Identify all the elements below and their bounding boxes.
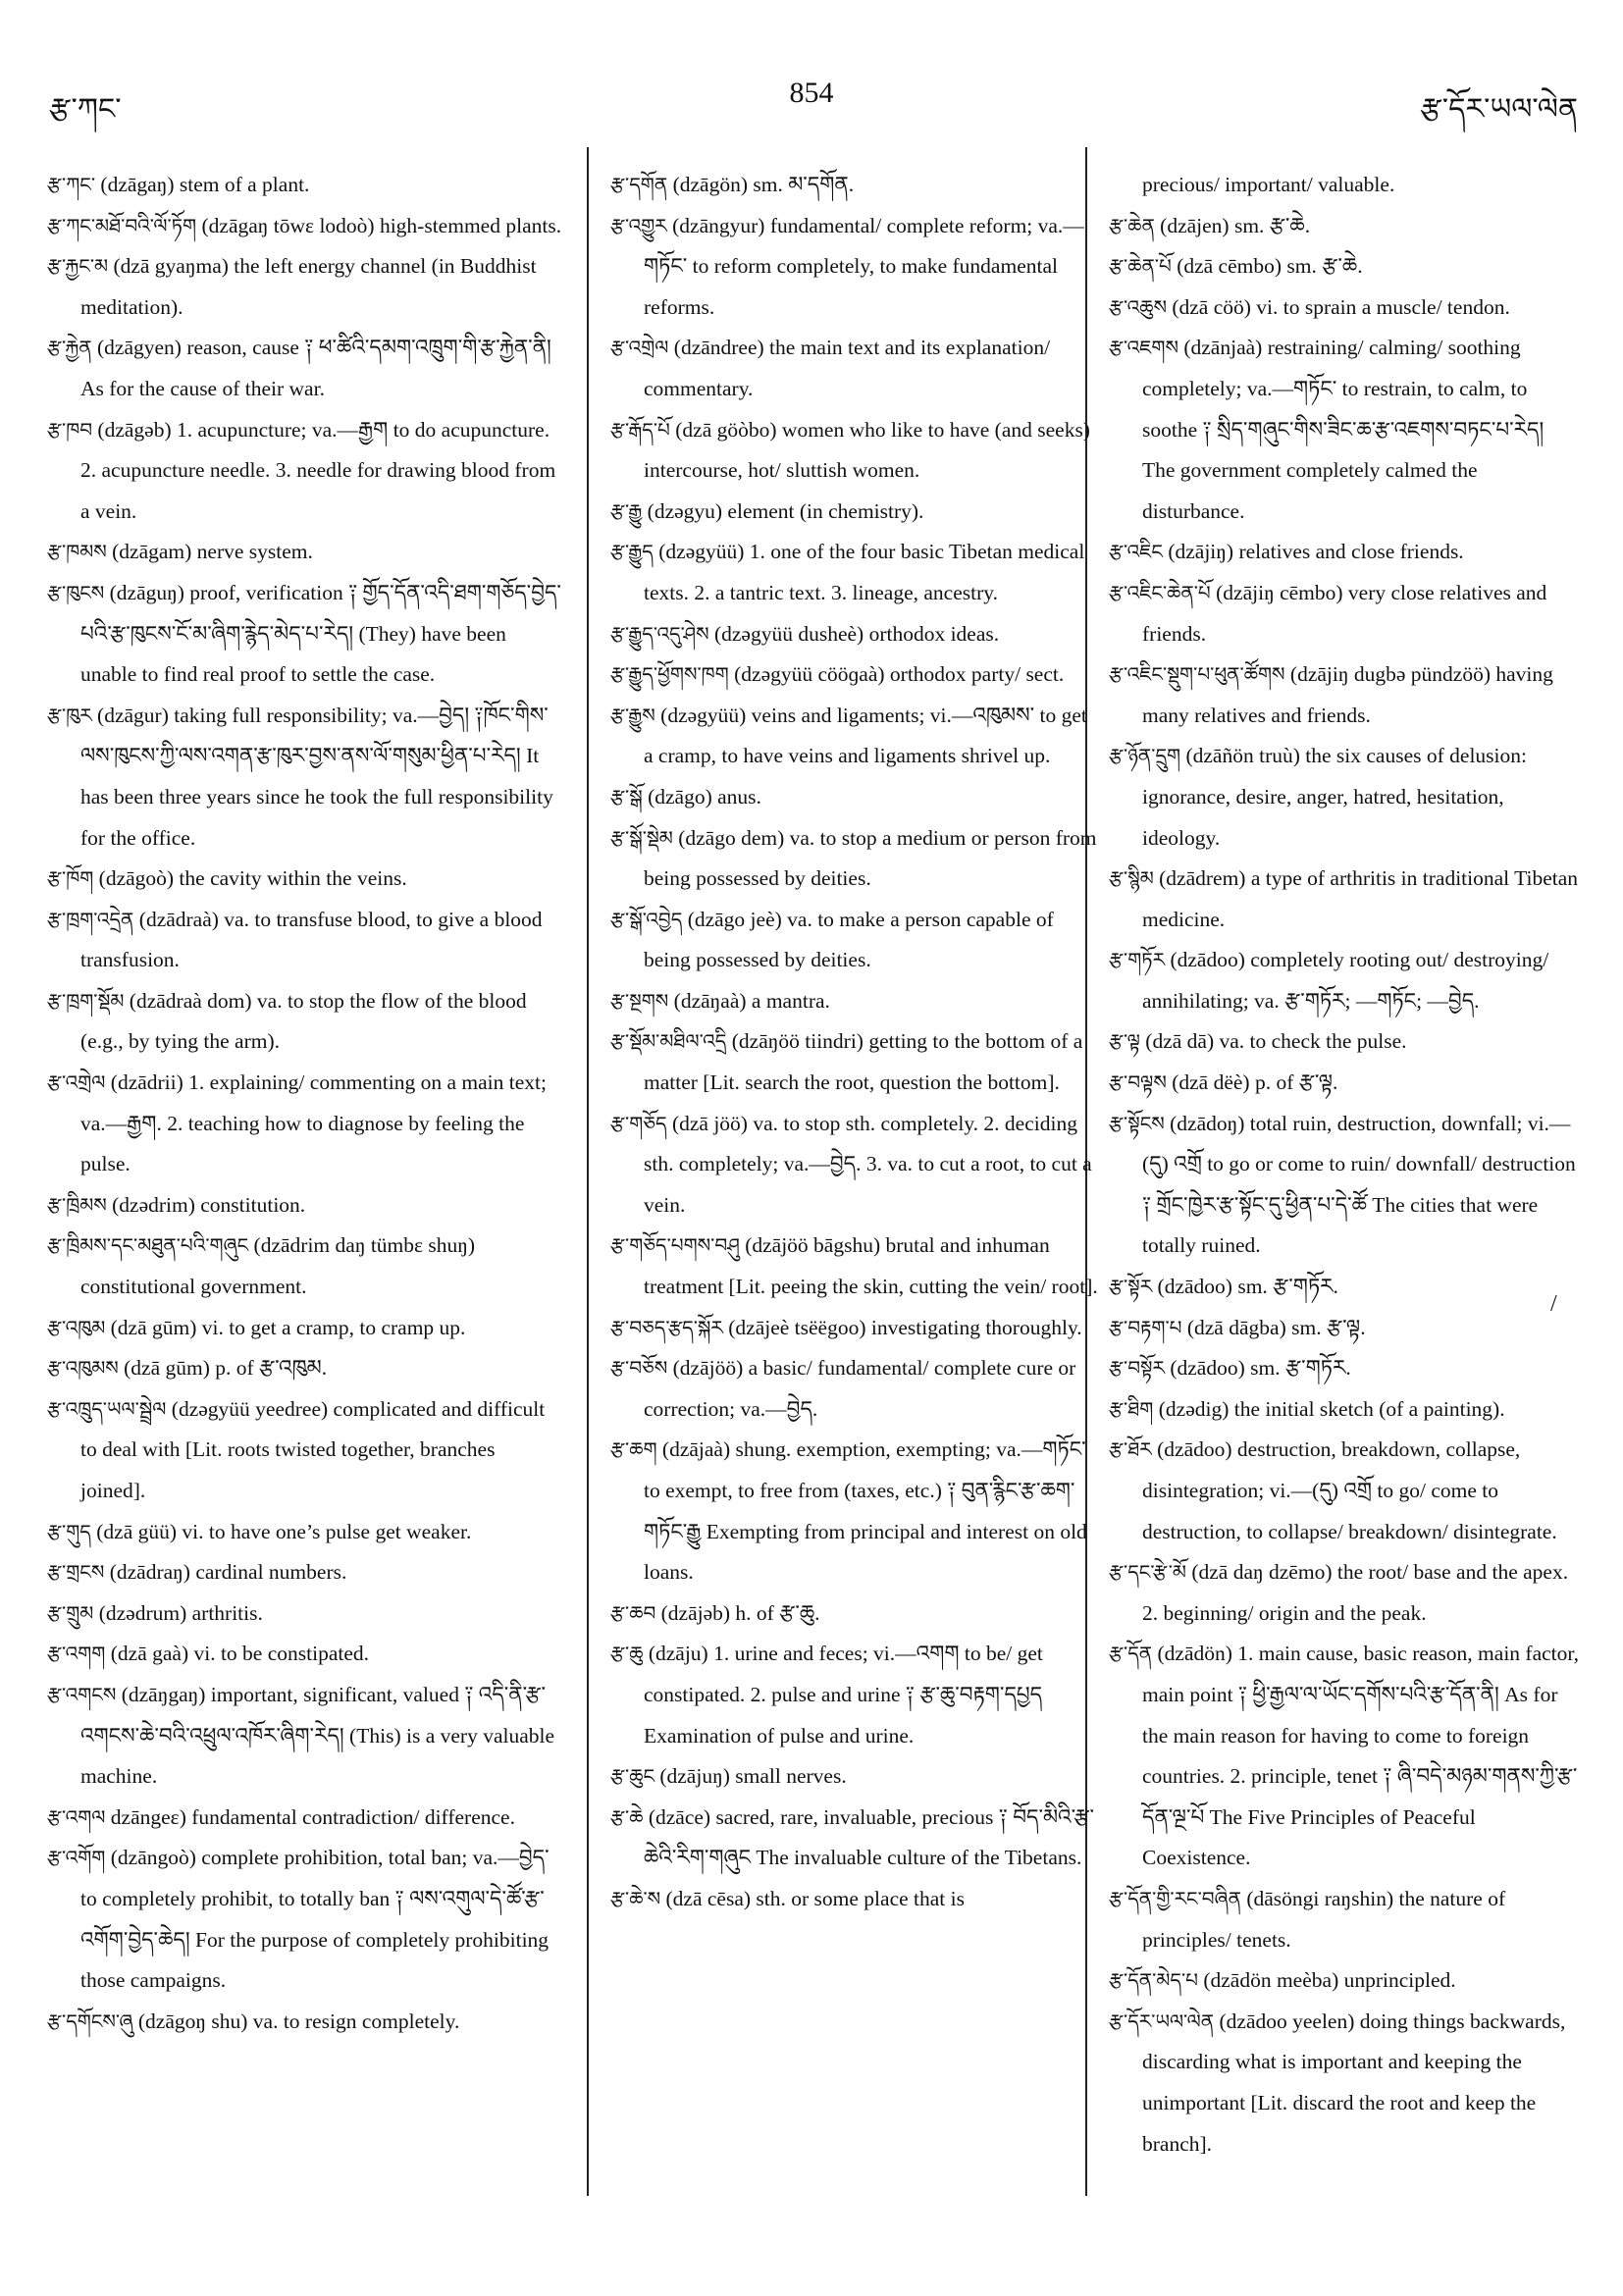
entry-headword: རྩ་འཇིང་ཆེན་པོ	[1109, 580, 1211, 604]
dictionary-column-2	[610, 165, 1101, 1920]
entry-headword: རྩ་ཁུར	[47, 703, 92, 727]
entry-definition: (dzādoo) completely rooting out/ destroying/ annihilating; va. རྩ་གཏོར; —གཏོང; —བྱེད.	[1142, 948, 1549, 1013]
dictionary-entry	[610, 1348, 1101, 1430]
dictionary-entry	[47, 1512, 563, 1553]
entry-definition: (dzādoo) sm. རྩ་གཏོར.	[1152, 1275, 1338, 1299]
dictionary-entry	[47, 1389, 563, 1512]
dictionary-entry	[610, 614, 1101, 655]
entry-headword: རྩ་བརྟག་པ	[1109, 1315, 1182, 1339]
dictionary-entry	[47, 1063, 563, 1185]
entry-definition: (dzādoo) destruction, breakdown, collapse, disintegration; vi.—(དུ) འགྲོ to go/ come to destruction, to collapse/ breakdown/ disintegrate.	[1142, 1437, 1557, 1543]
entry-definition: (dzādrim daŋ tümbɛ shuŋ) constitutional government.	[80, 1233, 476, 1299]
dictionary-entry	[1109, 1634, 1582, 1879]
entry-definition: (dzāñön truù) the six causes of delusion: ignorance, desire, anger, hatred, hesitation, ideology.	[1142, 744, 1527, 850]
dictionary-entry	[47, 165, 563, 206]
dictionary-entry	[47, 532, 563, 573]
entry-headword: རྩ་སྡོམ་མཐིལ་འདྲི	[610, 1029, 727, 1054]
dictionary-entry	[1109, 1063, 1582, 1104]
dictionary-entry	[47, 1798, 563, 1839]
dictionary-entry	[47, 1348, 563, 1389]
entry-definition: (dzāŋgaŋ) important, significant, valued ༑ འདི་ནི་རྩ་འགངས་ཆེ་བའི་འཕྲུལ་འཁོར་ཞིག་རེད། (This) is a very valuable machine.	[80, 1682, 555, 1789]
entry-definition: (dāsöngi raŋshin) the nature of principles/ tenets.	[1142, 1886, 1506, 1952]
dictionary-entry	[610, 328, 1101, 409]
dictionary-entry	[610, 1430, 1101, 1592]
entry-headword: རྩ་ཀང་མཐོ་བའི་ལོ་ཏོག	[47, 213, 197, 237]
dictionary-entry	[47, 1838, 563, 2001]
entry-headword: རྩ་ཁྲག་འདྲེན	[47, 907, 134, 931]
entry-definition: (dzā gaà) vi. to be constipated.	[105, 1642, 370, 1666]
entry-headword: རྩ་འཁུམ	[47, 1315, 106, 1339]
dictionary-entry	[610, 1593, 1101, 1635]
entry-headword: རྩ་འགྲེལ	[47, 1070, 106, 1095]
entry-headword: རྩ་དོན	[1109, 1642, 1153, 1666]
page-header	[0, 0, 1623, 137]
dictionary-entry	[1109, 1430, 1582, 1552]
dictionary-entry	[610, 1634, 1101, 1756]
entry-definition: (dzāngyur) fundamental/ complete reform; va.—གཏོང་ to reform completely, to make fundamental reforms.	[644, 213, 1084, 319]
entry-definition: (dzādrii) 1. explaining/ commenting on a main text; va.—རྒྱག. 2. teaching how to diagnose by feeling the pulse.	[80, 1070, 547, 1176]
dictionary-entry	[610, 654, 1101, 696]
entry-headword: རྩ་དོན་གྱི་རང་བཞིན	[1109, 1886, 1241, 1910]
dictionary-entry	[1109, 1021, 1582, 1063]
entry-definition: (dzāgəb) 1. acupuncture; va.—རྒྱག to do acupuncture. 2. acupuncture needle. 3. needle for drawing blood from a vein.	[80, 417, 556, 523]
entry-definition: precious/ important/ valuable.	[1142, 173, 1395, 196]
dictionary-entry	[1109, 1308, 1582, 1349]
entry-headword: རྩ་འགྲེལ	[610, 336, 669, 360]
entry-definition: (dzāŋöö tiindri) getting to the bottom of a matter [Lit. search the root, question the bottom].	[644, 1029, 1083, 1095]
entry-definition: (dzāndree) the main text and its explanation/ commentary.	[644, 336, 1051, 400]
entry-headword: རྩ་གཅོད་པགས་བཤུ	[610, 1233, 740, 1258]
entry-headword: རྩ་སྒོ་སྡེམ	[610, 825, 673, 850]
entry-headword: རྩ་ཆེ་ས	[610, 1886, 661, 1910]
entry-headword: རྩ་ཁམས	[47, 540, 107, 564]
dictionary-entry	[1109, 246, 1582, 287]
entry-headword: རྩ་ཁུངས	[47, 580, 105, 604]
dictionary-entry	[1109, 1960, 1582, 2002]
dictionary-entry	[47, 573, 563, 696]
dictionary-entry	[1109, 328, 1582, 532]
dictionary-entry	[47, 1552, 563, 1593]
entry-headword: རྩ་འགྱུར	[610, 213, 667, 237]
entry-headword: རྩ་ཐོར	[1109, 1437, 1152, 1462]
entry-definition: (dzəgyüü dusheè) orthodox ideas.	[708, 621, 1000, 646]
entry-definition: (dzājuŋ) small nerves.	[654, 1764, 847, 1789]
dictionary-entry	[610, 818, 1101, 900]
dictionary-entry	[1109, 1348, 1582, 1389]
entry-definition: (dzājəb) h. of རྩ་ཆུ.	[655, 1600, 820, 1625]
dictionary-entry	[610, 1308, 1101, 1349]
entry-headword: རྩ་སྙིམ	[1109, 866, 1154, 891]
entry-definition: (dzədrum) arthritis.	[93, 1600, 263, 1625]
entry-headword: རྩ་རྒྱུ	[610, 498, 643, 523]
entry-definition: (dzāgoò) the cavity within the veins.	[93, 866, 407, 891]
entry-definition: (dzāgaŋ) stem of a plant.	[95, 173, 310, 196]
entry-definition: (dzədrim) constitution.	[106, 1192, 306, 1217]
entry-headword: རྩ་གཏོར	[1109, 948, 1166, 972]
entry-headword: རྩ་འཁྲུད་ཡལ་སྦྲེལ	[47, 1396, 167, 1421]
entry-definition: (dzājiŋ cēmbo) very close relatives and friends.	[1142, 580, 1547, 646]
dictionary-entry	[610, 492, 1101, 533]
entry-headword: རྩ་སྔགས	[610, 988, 669, 1013]
entry-definition: (dzəgyüü) 1. one of the four basic Tibetan medical texts. 2. a tantric text. 3. lineage, ancestry.	[644, 540, 1085, 604]
dictionary-entry	[47, 206, 563, 247]
entry-headword: རྩ་འཁུམས	[47, 1356, 119, 1381]
entry-definition: (dzādraà dom) va. to stop the flow of the blood (e.g., by tying the arm).	[80, 988, 527, 1054]
dictionary-entry	[1109, 859, 1582, 940]
entry-headword: རྩ་འཇིང	[1109, 540, 1163, 564]
stray-mark: /	[1550, 1291, 1557, 1317]
entry-headword: རྩ་འགག	[47, 1642, 106, 1666]
entry-definition: (dzā göòbo) women who like to have (and seeks) intercourse, hot/ sluttish women.	[644, 417, 1090, 483]
entry-definition: (dzādoo) sm. རྩ་གཏོར.	[1164, 1356, 1351, 1381]
entry-definition: (dzəgyüü) veins and ligaments; vi.—འཁུམས་ to get a cramp, to have veins and ligaments shrivel up.	[644, 703, 1087, 768]
dictionary-entry	[610, 532, 1101, 613]
dictionary-entry	[1109, 532, 1582, 573]
entry-headword: རྩ་ཁྲིམས་དང་མཐུན་པའི་གཞུང	[47, 1233, 249, 1258]
dictionary-entry	[47, 1593, 563, 1635]
entry-definition: (dzājiŋ) relatives and close friends.	[1162, 540, 1464, 564]
entry-definition: (dzāgyen) reason, cause ༑ ཕ་ཚིའི་དམག་འཁྲུག་གི་རྩ་རྐྱེན་ནི། As for the cause of their war.	[80, 336, 551, 400]
entry-definition: (dzā cöö) vi. to sprain a muscle/ tendon.	[1166, 294, 1510, 319]
entry-definition: (dzā gūm) p. of རྩ་འཁུམ.	[118, 1356, 328, 1381]
entry-headword: རྩ་ཆབ	[610, 1600, 656, 1625]
header-left-guideword: རྩ་ཀང་	[49, 93, 122, 126]
dictionary-entry	[1109, 1552, 1582, 1634]
dictionary-entry	[47, 1634, 563, 1675]
dictionary-entry	[610, 1226, 1101, 1307]
entry-definition: (dzāguŋ) proof, verification ༑ གྱོད་དོན་འདི་ཐག་གཅོད་བྱེད་པའི་རྩ་ཁུངས་ངོ་མ་ཞིག་རྙེད་མེད་པ་རེད། (They) have been unable to find real proof to settle the case.	[80, 580, 561, 687]
dictionary-entry	[47, 1675, 563, 1798]
entry-definition: (dzādoo yeelen) doing things backwards, discarding what is important and keeping the unimportant [Lit. discard the root and keep the branch].	[1142, 2009, 1566, 2156]
entry-definition: (dzā cēsa) sth. or some place that is	[660, 1886, 965, 1910]
entry-headword: རྩ་དང་རྩེ་མོ	[1109, 1560, 1186, 1585]
entry-definition: (dzājaà) shung. exemption, exempting; va.—གཏོང་ to exempt, to free from (taxes, etc.) ༑ བུན་རྙིང་རྩ་ཆག་གཏོང་རྒྱུ Exempting from principal and interest on old loans.	[644, 1437, 1087, 1585]
entry-definition: (dzāngoò) complete prohibition, total ban; va.—བྱེད་ to completely prohibit, to totally ban ༑ ལས་འགུལ་དེ་ཚོ་རྩ་འགོག་བྱེད་ཆེད། For the purpose of completely prohibiting those campaigns.	[80, 1846, 550, 1993]
dictionary-entry	[47, 410, 563, 533]
entry-headword: རྩ་ཁྲིམས	[47, 1192, 107, 1217]
entry-definition: (dzāgam) nerve system.	[106, 540, 313, 564]
dictionary-entry	[610, 900, 1101, 981]
dictionary-column-1	[47, 165, 563, 2042]
entry-definition: (dzā dëè) p. of རྩ་ལྟ.	[1166, 1070, 1338, 1095]
entry-definition: (dzājen) sm. རྩ་ཆེ.	[1154, 213, 1311, 237]
entry-headword: རྩ་རྒོད་པོ	[610, 417, 670, 442]
entry-headword: རྩ་ཆག	[610, 1437, 657, 1462]
entry-headword: རྩ་རྒྱུད	[610, 540, 654, 564]
entry-headword: རྩ་ཐིག	[1109, 1396, 1154, 1421]
entry-definition: (dzādön) 1. main cause, basic reason, main factor, main point ༑ ཕྱི་རྒྱལ་ལ་ཡོང་དགོས་པའི་རྩ་དོན་ནི། As for the main reason for having to come to foreign countries. 2. principle, tenet ༑ ཞི་བདེ་མཉམ་གནས་ཀྱི་རྩ་དོན་ལྔ་པོ The Five Principles of Peaceful Coexistence.	[1142, 1642, 1580, 1870]
entry-definition: (dzāgur) taking full responsibility; va.—བྱེད། ༑ཁོང་གིས་ལས་ཁུངས་ཀྱི་ལས་འགན་རྩ་ཁུར་བྱས་ནས་ལོ་གསུམ་ཕྱིན་པ་རེད། It has been three years since he took the full responsibility for the office.	[80, 703, 553, 850]
dictionary-entry	[1109, 2002, 1582, 2165]
entry-definition: (dzādraà) va. to transfuse blood, to give a blood transfusion.	[80, 907, 543, 972]
dictionary-entry	[1109, 287, 1582, 329]
dictionary-entry	[47, 1226, 563, 1307]
entry-definition: (dzā cēmbo) sm. རྩ་ཆེ.	[1171, 254, 1363, 279]
entry-headword: རྩ་ཁོག	[47, 866, 94, 891]
entry-headword: རྩ་བཅོས	[610, 1356, 668, 1381]
entry-definition: (dzāgo jeè) va. to make a person capable of being possessed by deities.	[644, 907, 1054, 972]
entry-definition: (dzānjaà) restraining/ calming/ soothing completely; va.—གཏོང་ to restrain, to calm, to soothe ༑ སྲིད་གཞུང་གིས་ཟིང་ཆ་རྩ་འཇགས་བཏང་པ་རེད། The government completely calmed the disturbance.	[1142, 336, 1544, 523]
dictionary-entry	[610, 1798, 1101, 1879]
dictionary-entry	[47, 328, 563, 409]
entry-definition: (dzādrem) a type of arthritis in traditional Tibetan medicine.	[1142, 866, 1579, 931]
dictionary-entry	[610, 206, 1101, 329]
dictionary-entry	[610, 1021, 1101, 1103]
entry-headword: རྩ་ཆུ	[610, 1642, 644, 1666]
entry-definition: (dzāgön) sm. མ་དགོན.	[667, 173, 855, 196]
dictionary-entry	[47, 1185, 563, 1226]
entry-definition: (dzā dā) va. to check the pulse.	[1139, 1029, 1407, 1054]
dictionary-entry	[47, 981, 563, 1063]
entry-headword: རྩ་གཅོད	[610, 1111, 667, 1135]
entry-headword: རྩ་བཅད་རྩད་སྐོར	[610, 1315, 723, 1339]
entry-headword: རྩ་ཉོན་དྲུག	[1109, 744, 1181, 768]
entry-definition: (dzā gyaŋma) the left energy channel (in Buddhist meditation).	[80, 254, 537, 319]
entry-headword: རྩ་གྲངས	[47, 1560, 105, 1585]
entry-headword: རྩ་ཆེ	[610, 1804, 644, 1829]
dictionary-entry	[1109, 1104, 1582, 1267]
entry-definition: (dzāgaŋ tōwɛ lodoò) high-stemmed plants.	[196, 213, 562, 237]
dictionary-entry	[47, 246, 563, 328]
dictionary-entry	[1109, 1879, 1582, 1960]
dictionary-entry	[610, 410, 1101, 492]
entry-definition: dzāngeɛ) fundamental contradiction/ difference.	[105, 1804, 515, 1829]
entry-headword: རྩ་དགོངས་ཞུ	[47, 2009, 133, 2033]
entry-definition: (dzā daŋ dzēmo) the root/ base and the apex. 2. beginning/ origin and the peak.	[1142, 1560, 1569, 1625]
entry-headword: རྩ་དགོན	[610, 173, 668, 196]
dictionary-entry	[1109, 736, 1582, 859]
entry-headword: རྩ་གྲུམ	[47, 1600, 94, 1625]
dictionary-entry	[1109, 573, 1582, 654]
entry-headword: རྩ་གུད	[47, 1519, 91, 1543]
entry-headword: རྩ་འཇགས	[1109, 336, 1178, 360]
entry-headword: རྩ་འགོག	[47, 1846, 106, 1870]
dictionary-entry	[47, 696, 563, 859]
entry-definition: (dzāce) sacred, rare, invaluable, precious ༑ བོད་མིའི་རྩ་ཆེའི་རིག་གཞུང The invaluable culture of the Tibetans.	[643, 1804, 1095, 1870]
entry-headword: རྩ་ཆེན་པོ	[1109, 254, 1172, 279]
entry-headword: རྩ་ཆེན	[1109, 213, 1155, 237]
entry-headword: རྩ་ཆུང	[610, 1764, 654, 1789]
dictionary-entry	[610, 1756, 1101, 1798]
entry-headword: རྩ་ཀང་	[47, 173, 96, 196]
entry-headword: རྩ་འགངས	[47, 1682, 117, 1706]
entry-headword: རྩ་རྒྱུད་འདུ་ཤེས	[610, 621, 709, 646]
entry-definition: (dzā gūm) vi. to get a cramp, to cramp up.	[105, 1315, 466, 1339]
dictionary-entry	[610, 165, 1101, 206]
dictionary-entry	[610, 1879, 1101, 1920]
entry-headword: རྩ་འགལ	[47, 1804, 106, 1829]
dictionary-entry	[1109, 206, 1582, 247]
entry-definition: (dzāgo) anus.	[642, 784, 761, 809]
entry-definition: (dzəgyüü cööɡaà) orthodox party/ sect.	[728, 662, 1065, 687]
dictionary-entry	[1109, 165, 1582, 206]
entry-headword: རྩ་རྐྱེན	[47, 336, 92, 360]
dictionary-entry	[610, 777, 1101, 818]
entry-definition: (dzājöö bāgshu) brutal and inhuman treatment [Lit. peeing the skin, cutting the vein/ root].	[644, 1233, 1098, 1299]
entry-definition: (dzāgoŋ shu) va. to resign completely.	[132, 2009, 460, 2033]
entry-headword: རྩ་སྟོངས	[1109, 1111, 1165, 1135]
entry-headword: རྩ་སྟོར	[1109, 1275, 1153, 1299]
dictionary-entry	[1109, 1389, 1582, 1431]
entry-definition: (dzāju) 1. urine and feces; vi.—འགག to be/ get constipated. 2. pulse and urine ༑ རྩ་ཆུ་བརྟག་དཔྱད Examination of pulse and urine.	[643, 1642, 1043, 1748]
dictionary-entry	[1109, 654, 1582, 736]
entry-headword: རྩ་འཆུས	[1109, 294, 1167, 319]
entry-headword: རྩ་རྐྱང་མ	[47, 254, 109, 279]
entry-definition: (dzāgo dem) va. to stop a medium or person from being possessed by deities.	[644, 825, 1097, 891]
dictionary-entry	[610, 981, 1101, 1022]
dictionary-entry	[47, 900, 563, 981]
entry-headword: རྩ་བལྟས	[1109, 1070, 1167, 1095]
entry-definition: (dzājiŋ dugbə pündzöö) having many relatives and friends.	[1142, 662, 1553, 727]
entry-headword: རྩ་སྒོ	[610, 784, 643, 809]
column-divider	[587, 147, 589, 2196]
entry-headword: རྩ་ལྟ	[1109, 1029, 1140, 1054]
entry-headword: རྩ་ཁབ	[47, 417, 93, 442]
entry-definition: (dzədig) the initial sketch (of a painting).	[1153, 1396, 1505, 1421]
entry-headword: རྩ་དོན་མེད་པ	[1109, 1968, 1198, 1993]
entry-definition: (dzājeè tsëëgoo) investigating thoroughly.	[722, 1315, 1082, 1339]
entry-headword: རྩ་འཇིང་སྡུག་པ་ཕུན་ཚོགས	[1109, 662, 1285, 687]
entry-definition: (dzādön meèba) unprincipled.	[1197, 1968, 1456, 1993]
dictionary-entry	[610, 696, 1101, 777]
entry-headword: རྩ་བསྟོར	[1109, 1356, 1165, 1381]
header-right-guideword: རྩ་དོར་ཡལ་ལེན	[1420, 93, 1578, 126]
entry-definition: (dzādoŋ) total ruin, destruction, downfall; vi.—(དུ) འགྲོ to go or come to ruin/ downfall/ destruction ༑ གྲོང་ཁྱེར་རྩ་སྟོང་དུ་ཕྱིན་པ་དེ་ཚོ The cities that were totally ruined.	[1142, 1111, 1576, 1258]
page-number: 854	[789, 77, 834, 109]
entry-definition: (dzādraŋ) cardinal numbers.	[104, 1560, 347, 1585]
entry-headword: རྩ་སྒོ་འབྱེད	[610, 907, 683, 931]
dictionary-entry	[47, 859, 563, 900]
entry-headword: རྩ་དོར་ཡལ་ལེན	[1109, 2009, 1215, 2033]
entry-definition: (dzā dāgba) sm. རྩ་ལྟ.	[1181, 1315, 1366, 1339]
dictionary-entry	[1109, 1267, 1582, 1308]
dictionary-entry	[47, 1308, 563, 1349]
entry-headword: རྩ་རྒྱུད་ཕྱོགས་ཁག	[610, 662, 729, 687]
entry-headword: རྩ་རྒྱུས	[610, 703, 655, 727]
dictionary-column-3	[1109, 165, 1582, 2165]
entry-definition: (dzā jöö) va. to stop sth. completely. 2. deciding sth. completely; va.—བྱེད. 3. va. to cut a root, to cut a vein.	[644, 1111, 1092, 1217]
dictionary-entry	[47, 2002, 563, 2043]
dictionary-entry	[610, 1104, 1101, 1226]
entry-definition: (dzāŋaà) a mantra.	[668, 988, 830, 1013]
entry-definition: (dzəgyu) element (in chemistry).	[642, 498, 924, 523]
entry-definition: (dzəgyüü yeedree) complicated and difficult to deal with [Lit. roots twisted together, branches joined].	[80, 1396, 546, 1502]
dictionary-entry	[1109, 940, 1582, 1021]
entry-definition: (dzā güü) vi. to have one’s pulse get weaker.	[90, 1519, 472, 1543]
entry-headword: རྩ་ཁྲག་སྡོམ	[47, 988, 125, 1013]
entry-definition: (dzājöö) a basic/ fundamental/ complete cure or correction; va.—བྱེད.	[644, 1356, 1076, 1421]
